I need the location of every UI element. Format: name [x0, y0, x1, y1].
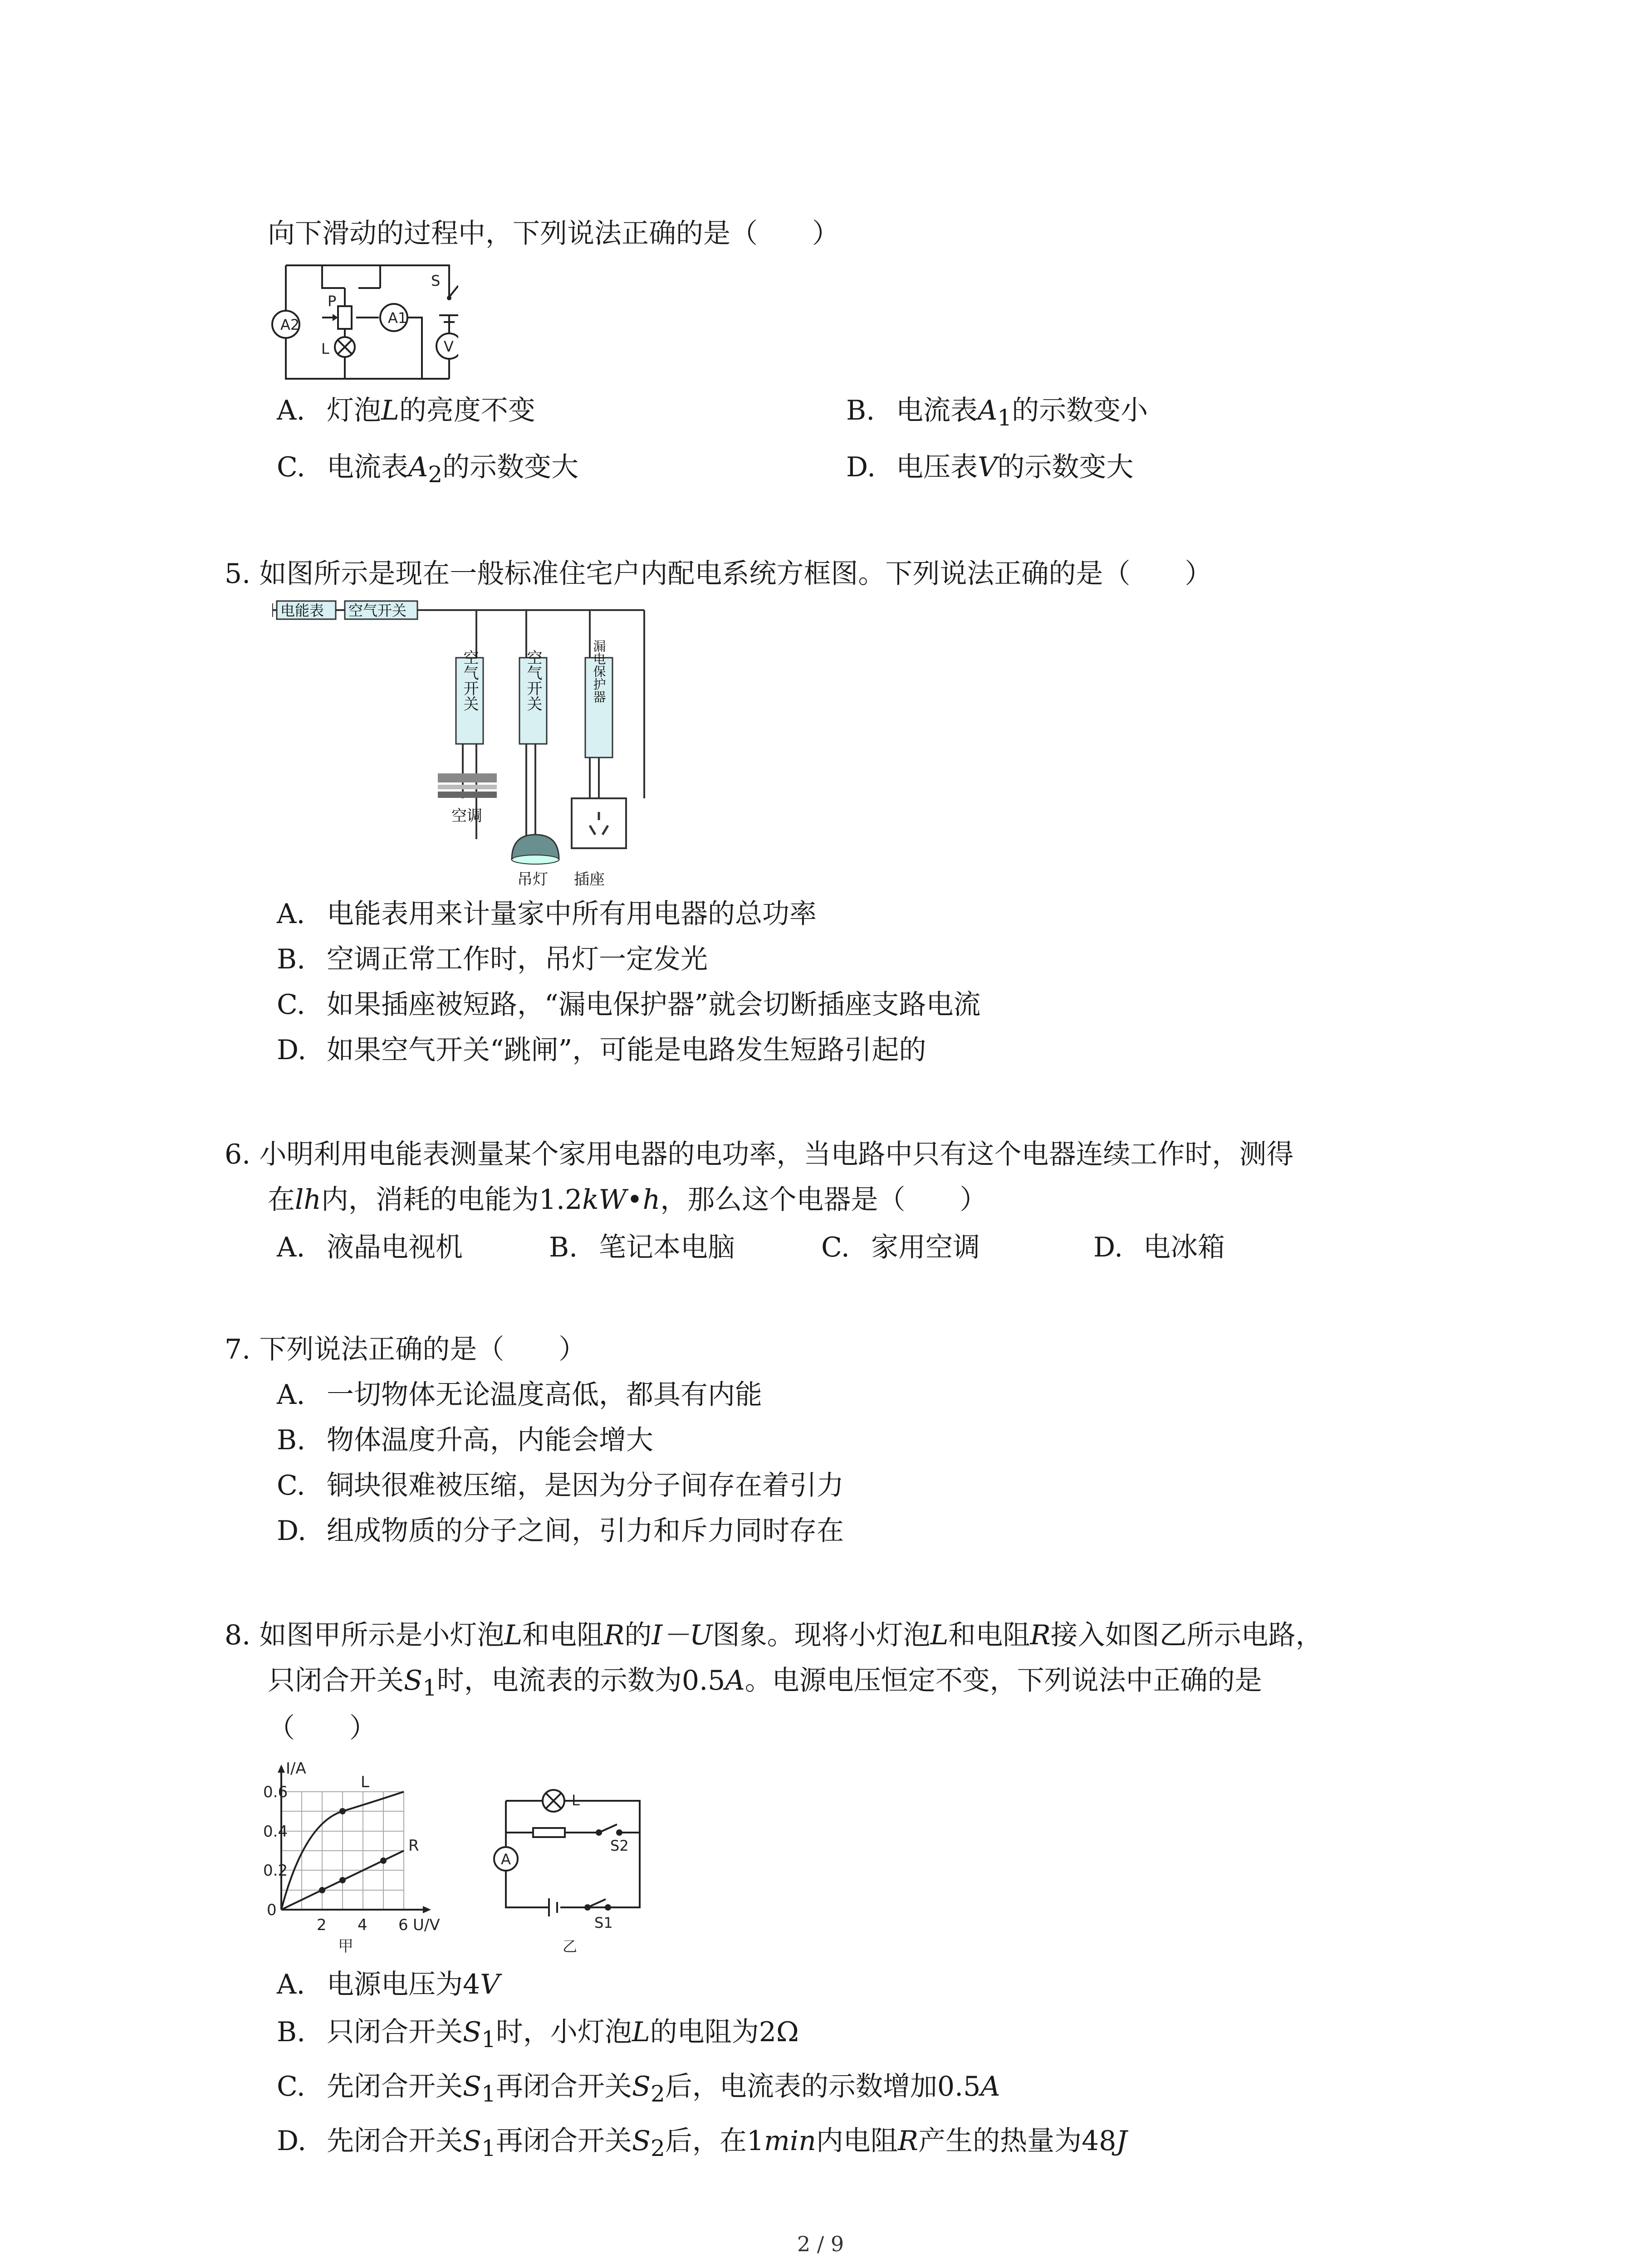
ac-unit-icon: [438, 773, 497, 798]
q8-battery-symbol: [549, 1898, 557, 1916]
q6-option-d: D. 电冰箱: [1093, 1232, 1225, 1263]
label-main-switch: 空气开关: [348, 602, 407, 619]
q8-option-a: A. 电源电压为4V: [277, 1969, 500, 2000]
caption-yi: 乙: [563, 1938, 578, 1955]
q5-stem: 5. 如图所示是现在一般标准住宅户内配电系统方框图。下列说法正确的是（ ）: [225, 558, 1212, 590]
q4-stem-tail: 向下滑动的过程中，下列说法正确的是（ ）: [268, 218, 839, 249]
q8-label-a: A: [501, 1851, 511, 1868]
q7-stem: 7. 下列说法正确的是（ ）: [225, 1334, 586, 1365]
q8-option-b: B. 只闭合开关$S_1$时，小灯泡L的电阻为2Ω: [277, 2016, 799, 2053]
y-tick-0.4: 0.4: [263, 1823, 288, 1841]
series-r-point-2: [339, 1877, 346, 1883]
q5-option-b: B. 空调正常工作时，吊灯一定发光: [277, 943, 708, 975]
q5-distribution-diagram: [272, 599, 662, 894]
q6-stem-line1: 6. 小明利用电能表测量某个家用电器的电功率，当电路中只有这个电器连续工作时，测得: [225, 1139, 1294, 1170]
label-lamp: 吊灯: [517, 870, 548, 889]
label-p: P: [328, 293, 337, 310]
rheostat-symbol: [322, 306, 352, 329]
label-v: V: [444, 338, 454, 355]
q6-option-c: C. 家用空调: [821, 1232, 980, 1263]
y-tick-0: 0: [267, 1901, 277, 1919]
y-axis-label: I/A: [286, 1760, 306, 1778]
series-l-point: [339, 1808, 346, 1814]
label-l: L: [321, 340, 329, 357]
q5-option-c: C. 如果插座被短路，“漏电保护器”就会切断插座支路电流: [277, 989, 981, 1021]
label-a2: A2: [280, 316, 300, 333]
q4-circuit-figure: [268, 261, 458, 388]
q7-option-b: B. 物体温度升高，内能会增大: [277, 1424, 653, 1456]
pendant-lamp-icon: [512, 835, 559, 864]
q8-stem-line1: 8. 如图甲所示是小灯泡L和电阻R的I－U图象。现将小灯泡L和电阻R接入如图乙所示电路，: [225, 1619, 1323, 1651]
label-branch-switch-1: 空气开关: [460, 650, 479, 711]
q8-label-s1: S1: [594, 1914, 613, 1931]
q8-circuit-diagram: [490, 1783, 658, 1955]
q8-stem-line3: （ ）: [268, 1712, 377, 1744]
x-axis-label: U/V: [413, 1916, 440, 1934]
x-tick-4: 4: [358, 1916, 367, 1934]
q6-stem-line2: 在lh内，消耗的电能为1.2kW•h，那么这个电器是（ ）: [268, 1184, 987, 1216]
q5-option-d: D. 如果空气开关“跳闸”，可能是电路发生短路引起的: [277, 1034, 926, 1066]
q4-option-a: A. 灯泡L的亮度不变: [277, 395, 535, 426]
label-a1: A1: [388, 309, 407, 327]
q5-distribution-figure: [272, 599, 662, 894]
q4-option-b: B. 电流表$A_1$的示数变小: [846, 395, 1148, 431]
q8-switch-s2-symbol: [597, 1824, 622, 1835]
label-socket: 插座: [574, 870, 605, 889]
q7-option-a: A. 一切物体无论温度高低，都具有内能: [277, 1379, 762, 1411]
series-r-point-1: [319, 1887, 325, 1893]
x-tick-2: 2: [317, 1916, 327, 1934]
label-ac: 空调: [451, 807, 482, 825]
label-leak-protector: 漏电保护器: [591, 640, 607, 703]
label-s: S: [431, 272, 441, 289]
q8-circuit-figure: [490, 1783, 658, 1955]
q6-option-a: A. 液晶电视机: [277, 1232, 463, 1263]
q8-stem-line2: 只闭合开关$S_1$时，电流表的示数为0.5A。电源电压恒定不变，下列说法中正确的是: [268, 1665, 1262, 1701]
q8-label-l: L: [572, 1792, 580, 1809]
page-number: 2 / 9: [797, 2232, 844, 2256]
q8-lamp-symbol: [543, 1790, 564, 1812]
lamp-symbol: [335, 337, 355, 357]
socket-icon: [572, 798, 626, 848]
y-tick-0.2: 0.2: [263, 1862, 288, 1880]
q8-label-s2: S2: [610, 1837, 629, 1854]
label-meter: 电能表: [280, 602, 324, 619]
series-l-label: L: [361, 1773, 369, 1791]
q8-iu-graph: [263, 1755, 499, 1955]
series-r-label: R: [408, 1837, 419, 1855]
q4-option-d: D. 电压表V的示数变大: [846, 451, 1134, 483]
y-tick-0.6: 0.6: [263, 1783, 288, 1801]
q8-resistor-symbol: [533, 1828, 565, 1837]
label-branch-switch-2: 空气开关: [524, 650, 542, 711]
x-tick-6: 6: [398, 1916, 408, 1934]
q6-option-b: B. 笔记本电脑: [549, 1232, 735, 1263]
q4-option-c: C. 电流表$A_2$的示数变大: [277, 451, 579, 488]
caption-jia: 甲: [338, 1937, 353, 1955]
q7-option-c: C. 铜块很难被压缩，是因为分子间存在着引力: [277, 1470, 844, 1501]
series-r-point-3: [380, 1857, 387, 1864]
q8-iu-graph-figure: [263, 1755, 499, 1955]
q5-option-a: A. 电能表用来计量家中所有用电器的总功率: [277, 898, 817, 930]
q4-circuit-diagram: [268, 261, 458, 388]
q7-option-d: D. 组成物质的分子之间，引力和斥力同时存在: [277, 1515, 844, 1547]
q8-option-c: C. 先闭合开关$S_1$再闭合开关$S_2$后，电流表的示数增加0.5A: [277, 2071, 1000, 2107]
q8-option-d: D. 先闭合开关$S_1$再闭合开关$S_2$后，在1min内电阻R产生的热量为48J: [277, 2125, 1127, 2161]
